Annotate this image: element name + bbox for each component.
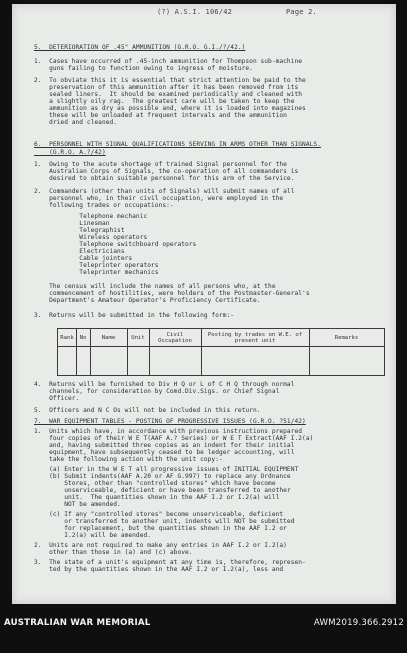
document-line: (a) Enter in the W E T all progressive issues of INITIAL EQUIPMENT: [34, 466, 299, 473]
document-line: 3. The state of a unit's equipment at any time is, therefore, represen-: [34, 559, 306, 566]
document-line: for replacement, but the quantities shown in the AAF I.2 or: [34, 525, 287, 532]
document-line: guns failing to function owing to ingress of moisture.: [34, 65, 253, 72]
document-line: personnel who, in their civil occupation, were employed in the: [34, 195, 284, 202]
document-line: other than those in (a) and (c) above.: [34, 549, 193, 556]
document-line: ammunition as dry as possible and, where it is loaded into magazines: [34, 105, 306, 112]
document-line: 2. Commanders (other than units of Signals) will submit names of all: [34, 188, 295, 195]
document-line: ted by the quantities shown in the AAF I.2 or I.2(a), less and: [34, 566, 284, 573]
table-header-rank: Rank: [60, 334, 74, 341]
document-line: 6. PERSONNEL WITH SIGNAL QUALIFICATIONS SERVING IN ARMS OTHER THAN SIGNALS.: [34, 141, 321, 148]
document-line: Linesman: [34, 220, 110, 227]
document-line: unit. The quantities shown in the AAF I.2 or I.2(a) will: [34, 494, 280, 501]
document-line: 5. DETERIORATION OF .45" AMMUNITION (G.R.O. G.I./?/42.): [34, 44, 246, 51]
document-line: (c) If any "controlled stores" become unserviceable, deficient: [34, 511, 284, 518]
table-header-civil-occupation: Civil Occupation: [158, 331, 192, 344]
table-header-remarks: Remarks: [334, 334, 359, 341]
document-line: Officer.: [34, 395, 80, 402]
document-line: 7. WAR EQUIPMENT TABLES - POSTING OF PROGRESSIVE ISSUES (G.R.O. ?51/42): [34, 418, 306, 425]
returns-form-table: [57, 328, 385, 376]
document-line: (b) Submit indents(AAF A.20 or AF G.997) to replace any Ordnance: [34, 473, 291, 480]
document-line: a slightly oily rag. The greatest care will be taken to keep the: [34, 98, 295, 105]
document-line: Department's Amateur Operator's Proficiency Certificate.: [34, 297, 261, 304]
document-line: NOT be amended.: [34, 501, 121, 508]
footer-band: [0, 604, 407, 653]
document-line: Teleprinter mechanics: [34, 269, 159, 276]
document-line: desired to obtain suitable personnel for this arm of the Service.: [34, 175, 295, 182]
document-line: or transferred to another unit, indents will NOT be submitted: [34, 518, 295, 525]
table-header-unit: Unit: [131, 334, 145, 341]
document-line: The census will include the names of all persons who, at the: [34, 283, 276, 290]
document-line: equipment, have subsequently ceased to be ledger accounting, will: [34, 449, 295, 456]
document-line: following trades or occupations:-: [34, 202, 174, 209]
document-line: 4. Returns will be furnished to Div H Q or L of C H Q through normal: [34, 381, 295, 388]
document-line: commencement of hostilities, were holders of the Postmaster-General's: [34, 290, 310, 297]
document-line: Telephone switchboard operators: [34, 241, 197, 248]
document-line: 5. Officers and N C Os will not be included in this return.: [34, 407, 261, 414]
document-line: 2. To obviate this it is essential that strict attention be paid to the: [34, 77, 306, 84]
document-line: Telegraphist: [34, 227, 125, 234]
document-line: Australian Corps of Signals, the co-operation of all commanders is: [34, 168, 299, 175]
document-line: four copies of their W E T(AAF A.? Series) or W E T Extract(AAF I.2(a): [34, 435, 314, 442]
footer-accession-number: AWM2019.366.2912: [313, 618, 404, 628]
document-page: [12, 4, 396, 604]
document-line: 3. Returns will be submitted in the following form:-: [34, 312, 235, 319]
document-line: Teleprinter operators: [34, 262, 159, 269]
document-line: Stores, other than "controlled stores" which have become: [34, 480, 276, 487]
page-number: Page 2.: [286, 8, 317, 16]
footer-institution: AUSTRALIAN WAR MEMORIAL: [4, 618, 151, 628]
document-line: preservation of this ammunition after it has been removed from its: [34, 84, 299, 91]
document-reference: (?) A.S.I. 106/42: [157, 8, 233, 16]
document-line: 1. Owing to the acute shortage of trained Signal personnel for the: [34, 161, 287, 168]
document-line: Electricians: [34, 248, 125, 255]
document-line: dried and cleaned.: [34, 119, 118, 126]
table-header-name: Name: [101, 334, 116, 341]
document-line: these will be unloaded at frequent intervals and the ammunition: [34, 112, 287, 119]
document-line: and, having submitted three copies as an indent for their initial: [34, 442, 295, 449]
document-line: Cable jointers: [34, 255, 133, 262]
document-line: I.2(a) will be amended.: [34, 532, 152, 539]
document-line: 2. Units are not required to make any entries in AAF I.2 or I.2(a): [34, 542, 287, 549]
document-line: 1. Cases have occurred of .45-inch ammunition for Thompson sub-machine: [34, 58, 303, 65]
document-line: Wireless operators: [34, 234, 148, 241]
document-line: unserviceable, deficient or have been transferred to another: [34, 487, 291, 494]
document-line: 1. Units which have, in accordance with previous instructions prepared: [34, 428, 303, 435]
document-line: Telephone mechanic: [34, 213, 148, 220]
table-header-no: No: [79, 334, 87, 341]
document-line: (G.R.O. A.?/42): [34, 149, 106, 156]
document-line: sealed liners. It should be examined periodically and cleaned with: [34, 91, 303, 98]
table-header-posting-by-trades: Posting by trades on W.E. of present unit: [207, 331, 303, 344]
document-line: channels, for consideration by Comd.Div.Sigs. or Chief Signal: [34, 388, 280, 395]
document-line: take the following action with the unit copy:-: [34, 456, 223, 463]
